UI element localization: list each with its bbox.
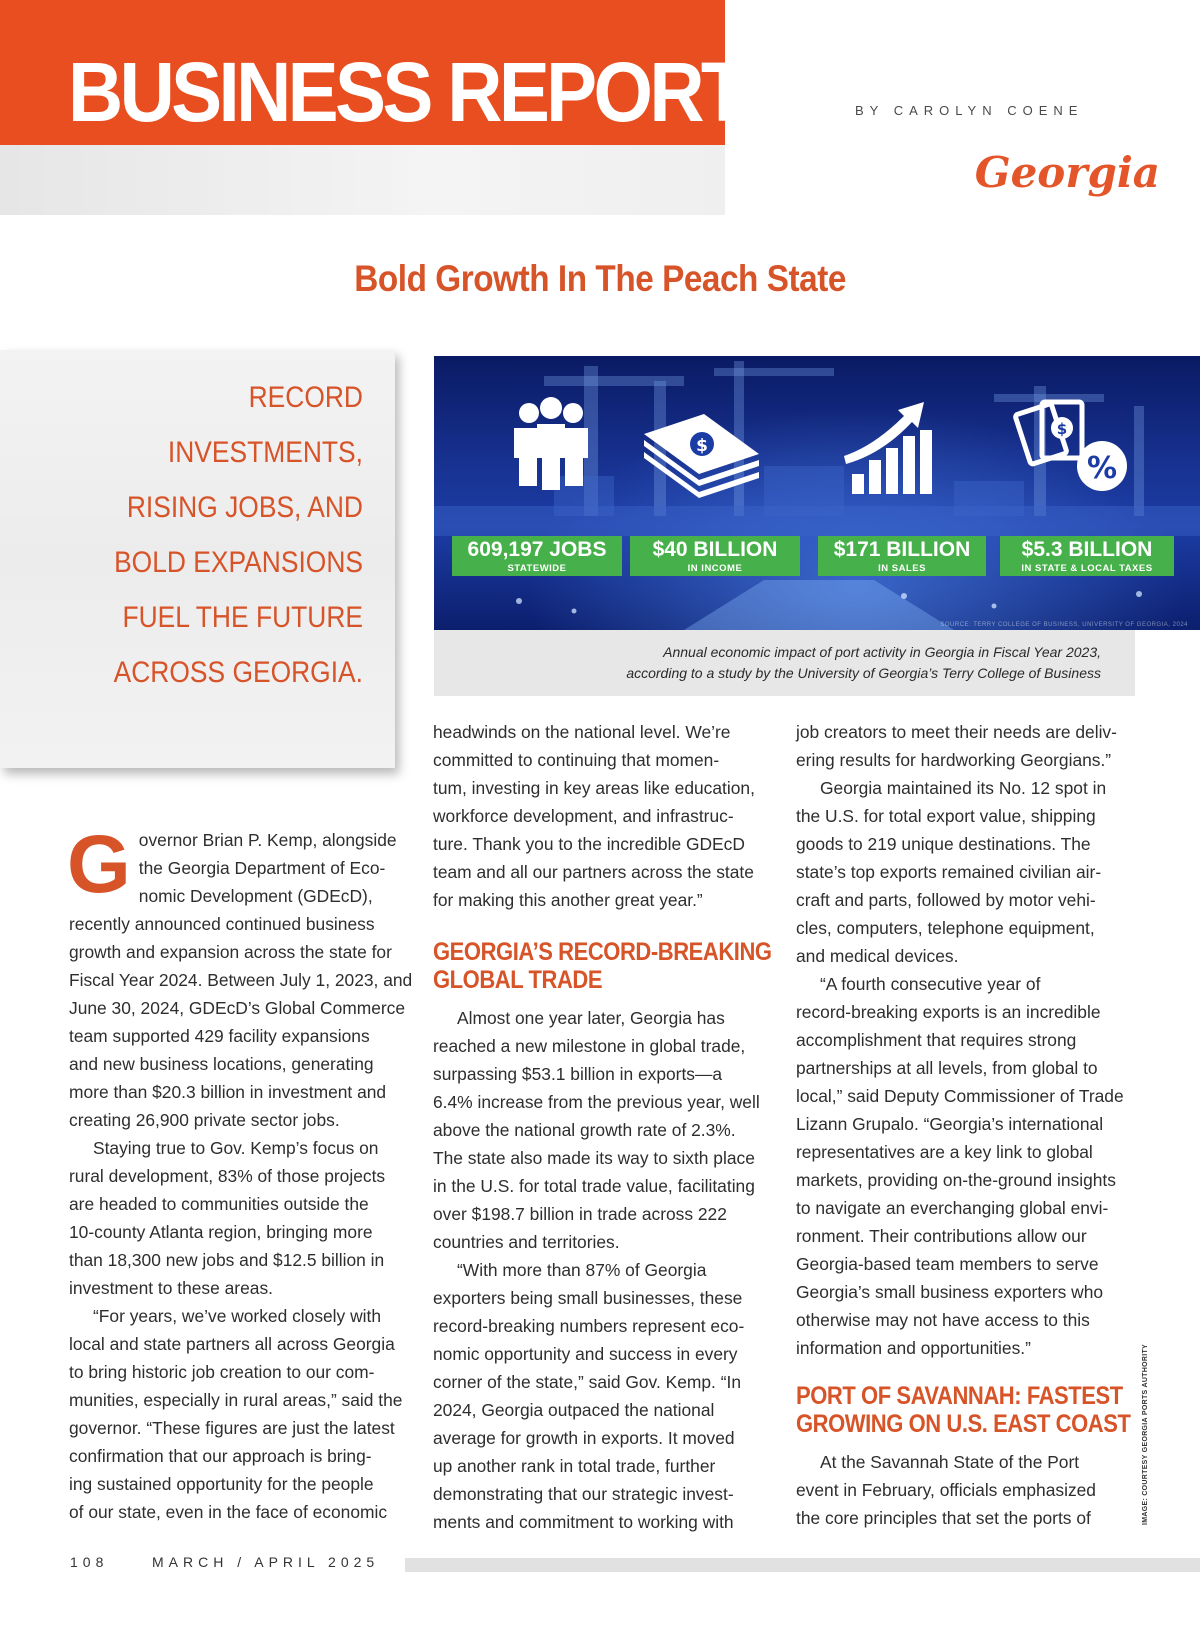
text-line: Almost one year later, Georgia has bbox=[457, 1008, 725, 1028]
stat-value: $5.3 BILLION bbox=[1021, 538, 1153, 561]
text-line: The state also made its way to sixth place bbox=[433, 1148, 755, 1168]
text-line: surpassing $53.1 billion in exports—a bbox=[433, 1064, 723, 1084]
text-line: workforce development, and infrastruc- bbox=[433, 806, 734, 826]
text-line: goods to 219 unique destinations. The bbox=[796, 834, 1091, 854]
text-line: munities, especially in rural areas,” said the bbox=[69, 1390, 403, 1410]
pullquote-line: RECORD bbox=[248, 381, 363, 414]
drop-cap: G bbox=[67, 819, 131, 910]
byline: BY CAROLYN COENE bbox=[855, 103, 1084, 118]
text-line: Staying true to Gov. Kemp’s focus on bbox=[93, 1138, 379, 1158]
text-line: over $198.7 billion in trade across 222 bbox=[433, 1204, 727, 1224]
photo-caption bbox=[626, 642, 1101, 684]
stat-jobs bbox=[452, 536, 622, 576]
section-subhead bbox=[433, 938, 773, 994]
text-line: rural development, 83% of those projects bbox=[69, 1166, 386, 1186]
stat-income bbox=[630, 536, 800, 576]
issue-date: MARCH / APRIL 2025 bbox=[152, 1554, 380, 1570]
text-line: Fiscal Year 2024. Between July 1, 2023, and bbox=[69, 970, 413, 990]
text-line: overnor Brian P. Kemp, alongside bbox=[138, 830, 397, 850]
text-line: accomplishment that requires strong bbox=[796, 1030, 1077, 1050]
text-line: creating 26,900 private sector jobs. bbox=[69, 1110, 340, 1130]
text-line: the core principles that set the ports of bbox=[796, 1508, 1091, 1528]
text-line: ments and commitment to working with bbox=[433, 1512, 734, 1532]
text-line: job creators to meet their needs are deliv- bbox=[796, 722, 1117, 742]
pullquote-line: FUEL THE FUTURE bbox=[122, 601, 363, 634]
pullquote-box bbox=[0, 350, 395, 768]
text-line: demonstrating that our strategic invest- bbox=[433, 1484, 734, 1504]
text-line: investment to these areas. bbox=[69, 1278, 273, 1298]
caption-box bbox=[434, 630, 1135, 696]
text-line: up another rank in total trade, further bbox=[433, 1456, 716, 1476]
text-line: Lizann Grupalo. “Georgia’s international bbox=[796, 1114, 1104, 1134]
text-line: and new business locations, generating bbox=[69, 1054, 374, 1074]
svg-text:$: $ bbox=[1056, 420, 1068, 438]
text-line: nomic Development (GDEcD), bbox=[138, 886, 373, 906]
footer-rule bbox=[405, 1558, 1200, 1572]
text-line: partnerships at all levels, from global to bbox=[796, 1058, 1098, 1078]
text-line: the U.S. for total export value, shipping bbox=[796, 806, 1096, 826]
text-line: event in February, officials emphasized bbox=[796, 1480, 1096, 1500]
text-line: local and state partners all across Georgia bbox=[69, 1334, 395, 1354]
text-line: more than $20.3 billion in investment and bbox=[69, 1082, 387, 1102]
text-line: record-breaking exports is an incredible bbox=[796, 1002, 1101, 1022]
text-line: “For years, we’ve worked closely with bbox=[93, 1306, 381, 1326]
text-line: ture. Thank you to the incredible GDEcD bbox=[433, 834, 745, 854]
text-line: “With more than 87% of Georgia bbox=[457, 1260, 707, 1280]
text-line: corner of the state,” said Gov. Kemp. “In bbox=[433, 1372, 742, 1392]
text-line: team supported 429 facility expansions bbox=[69, 1026, 370, 1046]
port-background-illustration bbox=[434, 356, 1200, 630]
text-line: representatives are a key link to global bbox=[796, 1142, 1093, 1162]
text-line: local,” said Deputy Commissioner of Trade bbox=[796, 1086, 1124, 1106]
text-line: recently announced continued business bbox=[69, 914, 375, 934]
page-number: 108 bbox=[70, 1554, 109, 1570]
paragraph bbox=[67, 819, 413, 1134]
stat-label: IN STATE & LOCAL TAXES bbox=[1021, 563, 1153, 574]
bar-chart-growth-icon bbox=[844, 402, 932, 494]
text-line: to navigate an everchanging global envi- bbox=[796, 1198, 1109, 1218]
people-icon bbox=[514, 397, 588, 490]
stat-value: 609,197 JOBS bbox=[467, 538, 607, 561]
infographic-source: SOURCE: TERRY COLLEGE OF BUSINESS, UNIVERSITY OF GEORGIA, 2024 bbox=[940, 622, 1188, 628]
text-line: governor. “These figures are just the latest bbox=[69, 1418, 395, 1438]
text-line: information and opportunities.” bbox=[796, 1338, 1031, 1358]
text-line: Georgia maintained its No. 12 spot in bbox=[820, 778, 1107, 798]
pullquote-line: RISING JOBS, AND bbox=[126, 491, 363, 524]
text-line: reached a new milestone in global trade, bbox=[433, 1036, 746, 1056]
text-line: headwinds on the national level. We’re bbox=[433, 722, 731, 742]
text-line: to bring historic job creation to our com- bbox=[69, 1362, 375, 1382]
text-line: June 30, 2024, GDEcD’s Global Commerce bbox=[69, 998, 406, 1018]
paragraph bbox=[796, 1448, 1136, 1532]
text-line: than 18,300 new jobs and $12.5 billion in bbox=[69, 1250, 385, 1270]
paragraph bbox=[433, 1256, 773, 1536]
text-line: nomic opportunity and success in every bbox=[433, 1344, 738, 1364]
stat-value: $40 BILLION bbox=[652, 538, 778, 561]
text-line: Georgia-based team members to serve bbox=[796, 1254, 1099, 1274]
paragraph bbox=[796, 774, 1136, 970]
pullquote-text bbox=[23, 370, 363, 700]
subhead-line: GLOBAL TRADE bbox=[433, 966, 603, 994]
text-line: At the Savannah State of the Port bbox=[820, 1452, 1080, 1472]
text-line: average for growth in exports. It moved bbox=[433, 1428, 735, 1448]
stat-sales bbox=[818, 536, 986, 576]
stat-label: IN INCOME bbox=[687, 563, 743, 574]
image-credit-text: IMAGE: COURTESY GEORGIA PORTS AUTHORITY bbox=[1142, 1343, 1149, 1525]
text-line: and medical devices. bbox=[796, 946, 959, 966]
text-line: 10-county Atlanta region, bringing more bbox=[69, 1222, 373, 1242]
text-line: countries and territories. bbox=[433, 1232, 620, 1252]
paragraph bbox=[796, 970, 1136, 1362]
text-line: “A fourth consecutive year of bbox=[820, 974, 1041, 994]
text-line: for making this another great year.” bbox=[433, 890, 703, 910]
text-line: exporters being small businesses, these bbox=[433, 1288, 743, 1308]
svg-text:%: % bbox=[1086, 451, 1118, 486]
caption-line: Annual economic impact of port activity in Georgia in Fiscal Year 2023, bbox=[663, 644, 1101, 660]
money-percent-icon bbox=[1015, 402, 1127, 491]
text-line: Georgia’s small business exporters who bbox=[796, 1282, 1104, 1302]
text-line: 6.4% increase from the previous year, well bbox=[433, 1092, 760, 1112]
text-line: cles, computers, telephone equipment, bbox=[796, 918, 1095, 938]
text-line: record-breaking numbers represent eco- bbox=[433, 1316, 745, 1336]
svg-text:$: $ bbox=[696, 436, 708, 456]
text-line: in the U.S. for total trade value, facilitating bbox=[433, 1176, 755, 1196]
text-line: growth and expansion across the state for bbox=[69, 942, 392, 962]
text-line: the Georgia Department of Eco- bbox=[138, 858, 386, 878]
text-line: craft and parts, followed by motor vehi- bbox=[796, 890, 1096, 910]
stat-value: $171 BILLION bbox=[833, 538, 971, 561]
stat-label: IN SALES bbox=[878, 563, 926, 574]
text-line: of our state, even in the face of economic bbox=[69, 1502, 388, 1522]
paragraph bbox=[433, 1004, 773, 1256]
text-line: markets, providing on-the-ground insights bbox=[796, 1170, 1116, 1190]
text-line: 2024, Georgia outpaced the national bbox=[433, 1400, 715, 1420]
header-subbanner bbox=[0, 145, 725, 215]
text-line: state’s top exports remained civilian air- bbox=[796, 862, 1102, 882]
text-line: ering results for hardworking Georgians.” bbox=[796, 750, 1112, 770]
section-subhead bbox=[796, 1382, 1136, 1438]
caption-line: according to a study by the University of Georgia’s Terry College of Business bbox=[626, 665, 1101, 681]
article-column-2 bbox=[433, 718, 773, 1536]
image-credit bbox=[1142, 1343, 1152, 1525]
stat-label: STATEWIDE bbox=[507, 563, 567, 574]
pullquote-line: BOLD EXPANSIONS bbox=[114, 546, 363, 579]
text-line: are headed to communities outside the bbox=[69, 1194, 369, 1214]
text-line: committed to continuing that momen- bbox=[433, 750, 720, 770]
paragraph bbox=[69, 1302, 409, 1526]
paragraph bbox=[69, 1134, 409, 1302]
section-title: BUSINESS REPORT bbox=[68, 45, 744, 139]
text-line: ing sustained opportunity for the people bbox=[69, 1474, 374, 1494]
subhead-line: PORT OF SAVANNAH: FASTEST bbox=[796, 1382, 1123, 1410]
stat-taxes bbox=[1000, 536, 1174, 576]
pullquote-line: INVESTMENTS, bbox=[167, 436, 363, 469]
paragraph bbox=[433, 718, 773, 914]
text-line: team and all our partners across the state bbox=[433, 862, 754, 882]
subhead-line: GEORGIA’S RECORD-BREAKING bbox=[433, 938, 772, 966]
article-headline: Bold Growth In The Peach State bbox=[354, 258, 846, 299]
text-line: confirmation that our approach is bring- bbox=[69, 1446, 372, 1466]
subhead-line: GROWING ON U.S. EAST COAST bbox=[796, 1410, 1131, 1438]
text-line: ronment. Their contributions allow our bbox=[796, 1226, 1087, 1246]
port-impact-infographic bbox=[434, 356, 1200, 630]
section-subtitle: Georgia bbox=[974, 148, 1160, 197]
text-line: tum, investing in key areas like education, bbox=[433, 778, 755, 798]
article-column-3 bbox=[796, 718, 1136, 1532]
paragraph bbox=[796, 718, 1136, 774]
article-column-1 bbox=[67, 819, 413, 1526]
text-line: above the national growth rate of 2.3%. bbox=[433, 1120, 736, 1140]
text-line: otherwise may not have access to this bbox=[796, 1310, 1090, 1330]
pullquote-line: ACROSS GEORGIA. bbox=[113, 656, 363, 689]
